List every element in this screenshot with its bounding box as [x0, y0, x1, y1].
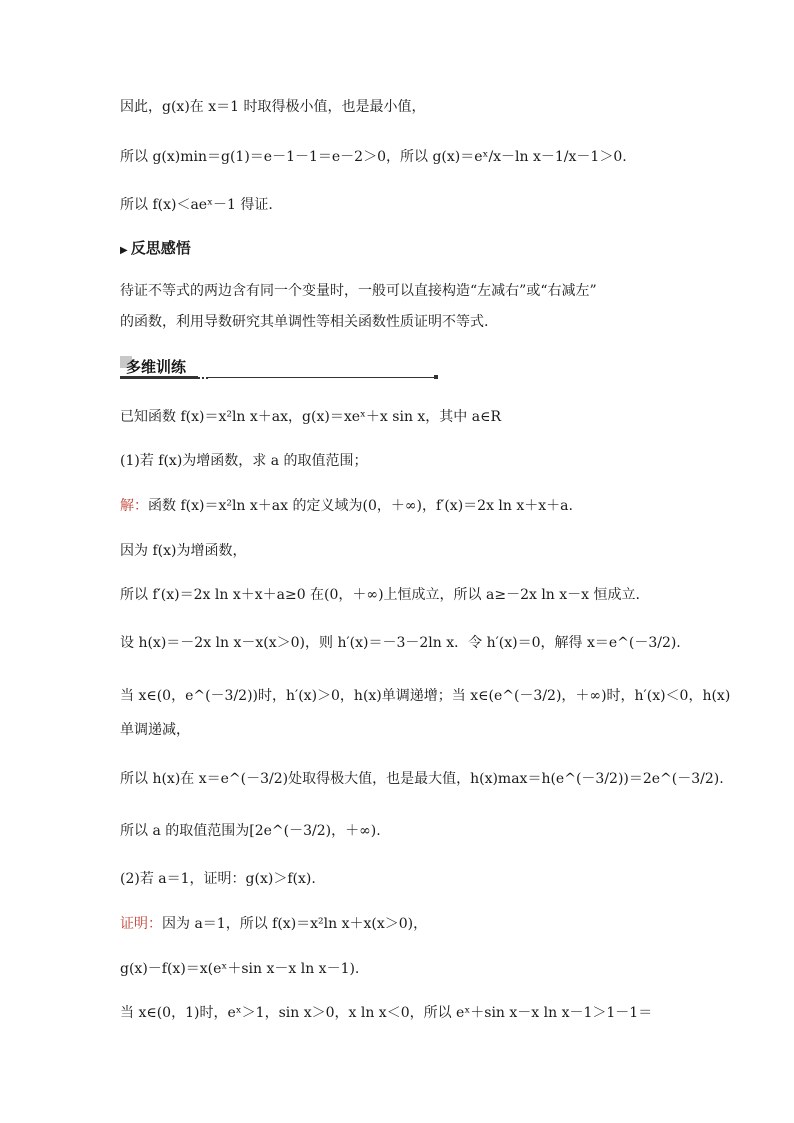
solution-text: 函数 f(x)＝x²ln x＋ax 的定义域为(0，＋∞)，f′(x)＝2x ln x＋x＋a. [148, 498, 573, 514]
section-rule-dots [198, 377, 208, 379]
section-rule [120, 376, 198, 379]
proof-label: 证明： [120, 916, 162, 932]
text-line: 所以 f(x)＜aeˣ－1 得证. [120, 197, 273, 213]
solution-line [120, 495, 682, 517]
text-line: 待证不等式的两边含有同一个变量时，一般可以直接构造“左减右”或“右减左” [120, 283, 597, 299]
section-header [120, 352, 440, 382]
section-title: 多维训练 [126, 359, 187, 376]
text-line: 因此，g(x)在 x＝1 时取得极小值，也是最小值， [120, 99, 426, 115]
text-line: 所以 f′(x)＝2x ln x＋x＋a≥0 在(0，＋∞)上恒成立，所以 a≥－2x ln x－x 恒成立. [120, 587, 640, 603]
section-rule-line [208, 377, 434, 378]
reflection-heading [120, 238, 682, 262]
text-line: 所以 a 的取值范围为[2e^(－3/2)，＋∞). [120, 823, 381, 839]
text-line: 设 h(x)＝－2x ln x－x(x＞0)，则 h′(x)＝－3－2ln x．令 h′(x)＝0，解得 x＝e^(－3/2). [120, 635, 681, 651]
reflection-heading-label: 反思感悟 [130, 240, 191, 257]
section-rule-end [434, 375, 438, 379]
text-line: 已知函数 f(x)＝x²ln x＋ax，g(x)＝xeˣ＋x sin x，其中 a∈R [120, 409, 502, 425]
text-line: 当 x∈(0，1)时，eˣ＞1，sin x＞0，x ln x＜0，所以 eˣ＋sin x－x ln x－1＞1－1＝ [120, 1005, 653, 1021]
triangle-bullet-icon: ▶ [120, 245, 128, 256]
text-line: 所以 h(x)在 x＝e^(－3/2)处取得极大值，也是最大值，h(x)max＝h(e^(－3/2))＝2e^(－3/2). [120, 771, 724, 787]
solution-label: 解： [120, 498, 148, 514]
text-line: 因为 f(x)为增函数， [120, 543, 247, 559]
proof-text: 因为 a＝1，所以 f(x)＝x²ln x＋x(x＞0)， [162, 916, 428, 932]
text-line: (2)若 a＝1，证明：g(x)＞f(x). [120, 871, 316, 887]
text-line: g(x)－f(x)＝x(eˣ＋sin x－x ln x－1). [120, 961, 360, 977]
text-line: (1)若 f(x)为增函数，求 a 的取值范围； [120, 453, 368, 469]
text-line: 当 x∈(0，e^(－3/2))时，h′(x)＞0，h(x)单调递增；当 x∈(e^(－3/2)，＋∞)时，h′(x)＜0，h(x) [120, 688, 731, 704]
proof-line [120, 913, 682, 935]
text-line: 单调递减， [120, 722, 190, 738]
text-line: 的函数，利用导数研究其单调性等相关函数性质证明不等式. [120, 314, 489, 330]
text-line: 所以 g(x)min＝g(1)＝e－1－1＝e－2＞0，所以 g(x)＝eˣ/x－ln x－1/x－1＞0. [120, 149, 627, 165]
